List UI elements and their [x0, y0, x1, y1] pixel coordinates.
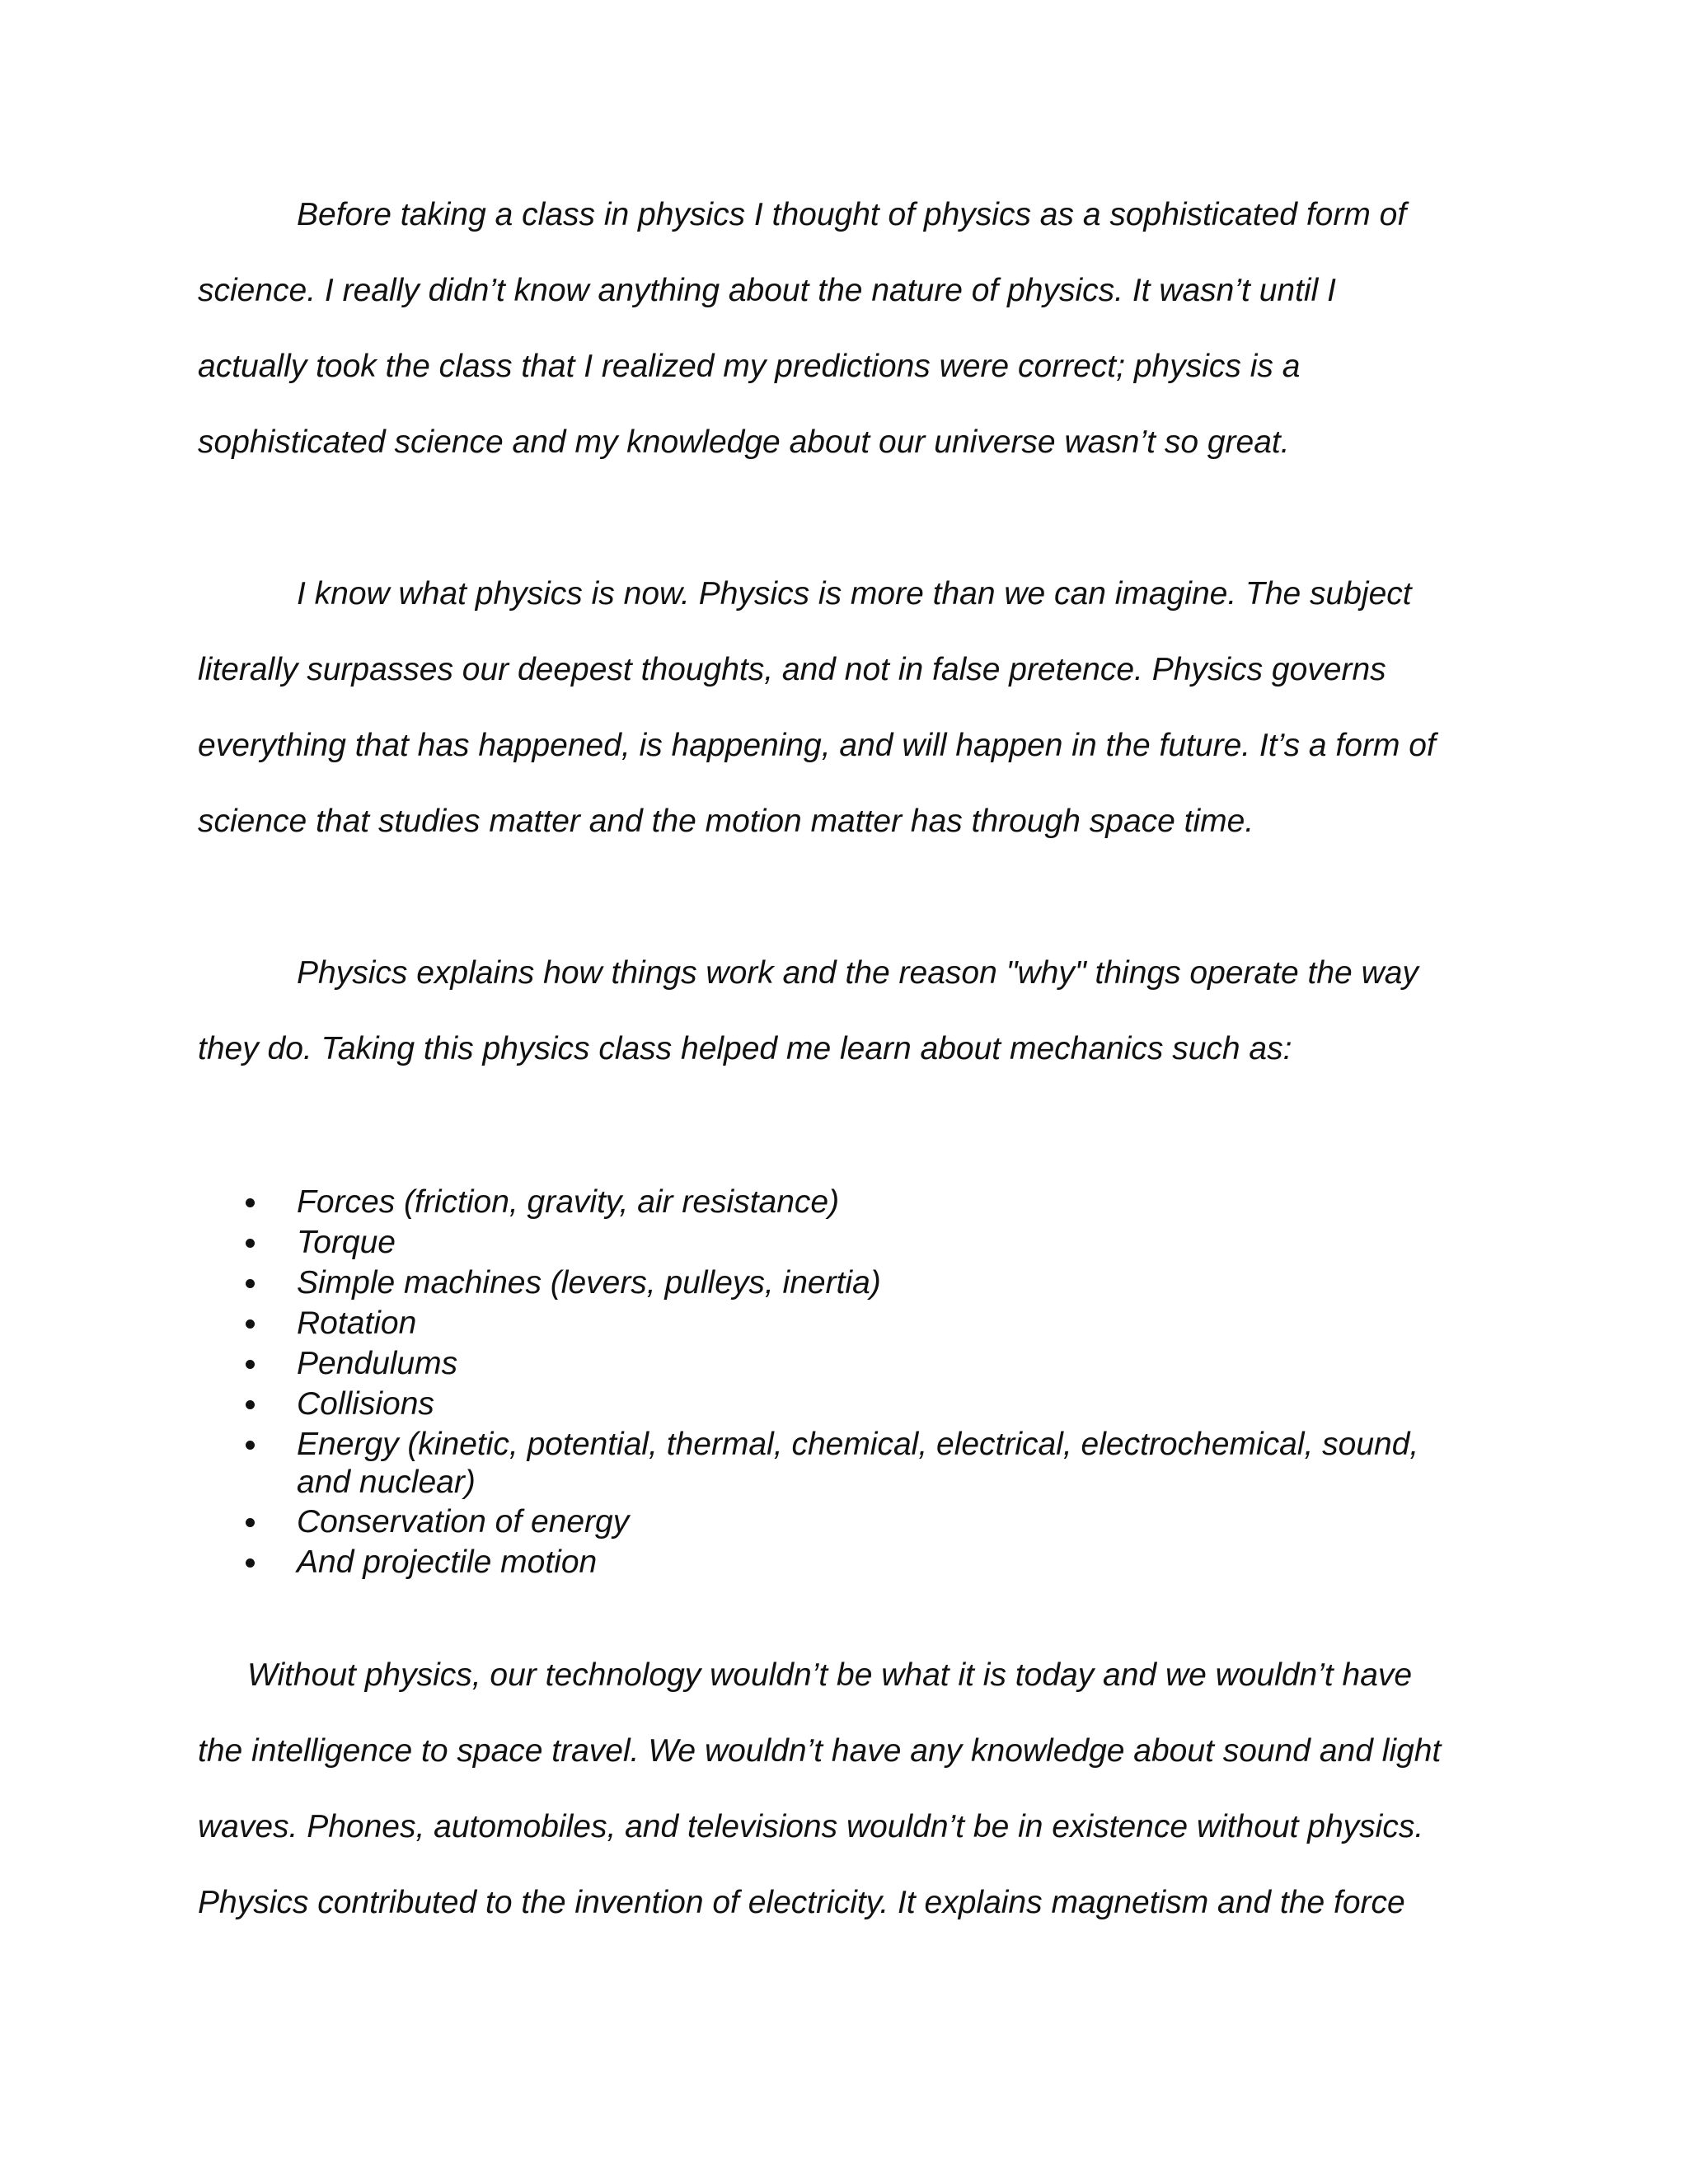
paragraph-1-line-3: actually took the class that I realized my predictions were correct; physics is a — [198, 349, 1301, 384]
bullet-icon — [246, 1319, 255, 1329]
paragraph-1-line-1: Before taking a class in physics I thought of physics as a sophisticated form of — [297, 197, 1407, 232]
bullet-icon — [246, 1360, 255, 1369]
paragraph-2-line-1: I know what physics is now. Physics is more than we can imagine. The subject — [297, 576, 1412, 612]
list-item-text: Pendulums — [297, 1346, 458, 1381]
bullet-icon — [246, 1239, 255, 1248]
list-item-text: Torque — [297, 1225, 396, 1260]
list-item-text: Energy (kinetic, potential, thermal, chemical, electrical, electrochemical, sound, — [297, 1427, 1419, 1462]
list-item-text: and nuclear) — [297, 1465, 476, 1500]
paragraph-4-line-2: the intelligence to space travel. We wouldn’t have any knowledge about sound and light — [198, 1733, 1442, 1769]
paragraph-4-line-1: Without physics, our technology wouldn’t be what it is today and we wouldn’t have — [247, 1657, 1413, 1693]
list-item-text: Collisions — [297, 1386, 434, 1422]
list-item-text: Simple machines (levers, pulleys, inertia) — [297, 1265, 881, 1301]
paragraph-3-line-1: Physics explains how things work and the reason "why" things operate the way — [297, 955, 1418, 991]
bullet-icon — [246, 1558, 255, 1568]
list-item-text: Forces (friction, gravity, air resistance) — [297, 1184, 840, 1220]
list-item-text: And projectile motion — [297, 1544, 598, 1580]
bullet-icon — [246, 1198, 255, 1207]
bullet-icon — [246, 1441, 255, 1450]
bullet-icon — [246, 1518, 255, 1527]
bullet-icon — [246, 1400, 255, 1409]
paragraph-2-line-3: everything that has happened, is happening, and will happen in the future. It’s a form of — [198, 728, 1436, 763]
bullet-icon — [246, 1279, 255, 1288]
paragraph-3-line-2: they do. Taking this physics class helped me learn about mechanics such as: — [198, 1031, 1292, 1066]
list-item-text: Conservation of energy — [297, 1504, 630, 1540]
paragraph-2-line-2: literally surpasses our deepest thoughts, and not in false pretence. Physics governs — [198, 652, 1386, 687]
paragraph-1-line-4: sophisticated science and my knowledge about our universe wasn’t so great. — [198, 424, 1290, 460]
paragraph-1-line-2: science. I really didn’t know anything about the nature of physics. It wasn’t until I — [198, 273, 1336, 308]
paragraph-2-line-4: science that studies matter and the motion matter has through space time. — [198, 804, 1254, 839]
paragraph-4-line-3: waves. Phones, automobiles, and televisions wouldn’t be in existence without physics. — [198, 1809, 1424, 1844]
paragraph-4-line-4: Physics contributed to the invention of electricity. It explains magnetism and the force — [198, 1885, 1405, 1920]
list-item-text: Rotation — [297, 1305, 417, 1341]
